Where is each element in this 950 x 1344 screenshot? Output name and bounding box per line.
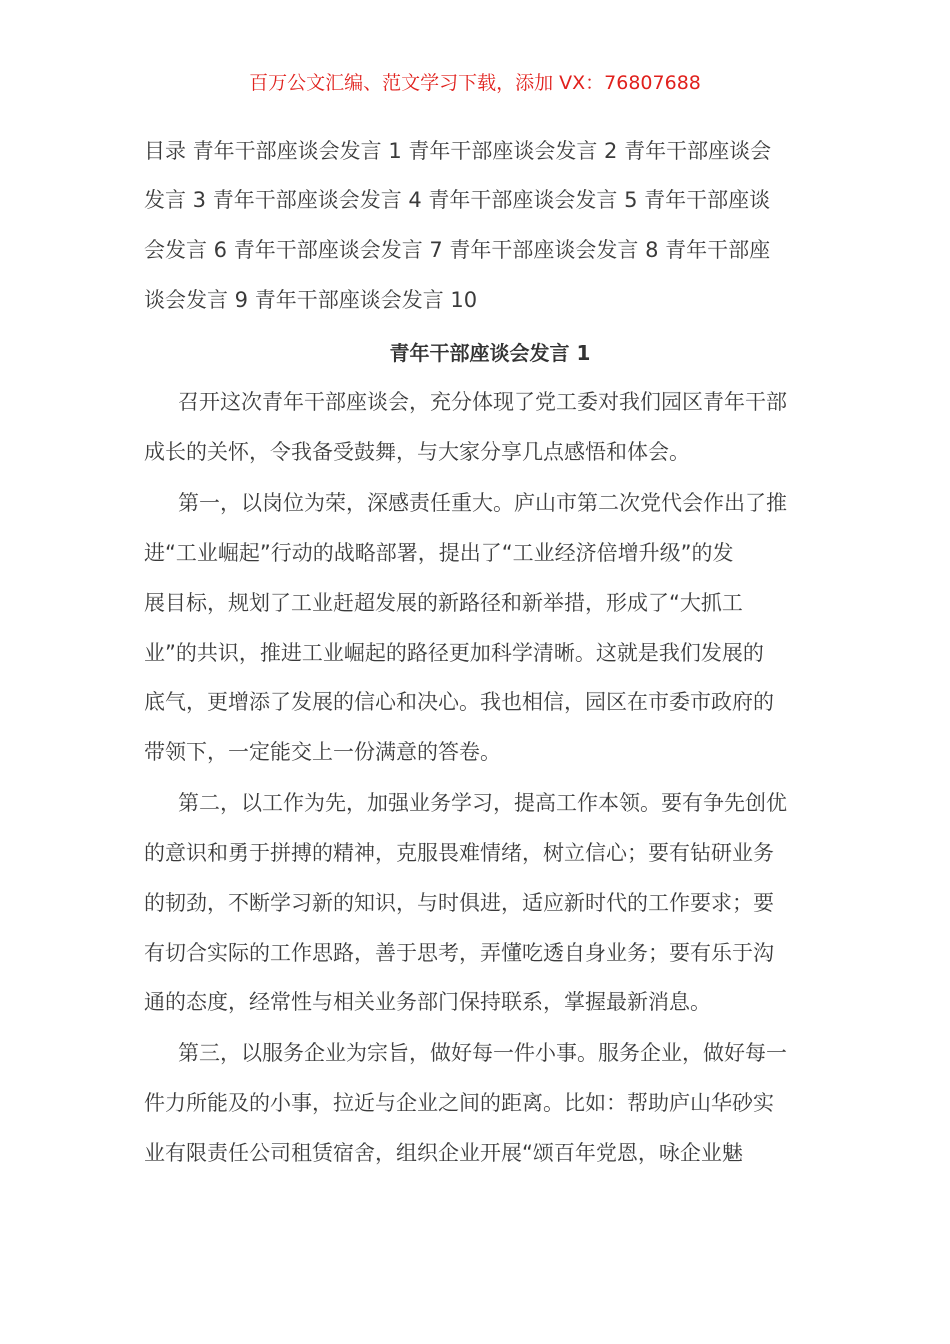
paragraph-line: 进“工业崛起”行动的战略部署，提出了“工业经济倍增升级”的发: [144, 541, 734, 565]
toc-line: 目录 青年干部座谈会发言 1 青年干部座谈会发言 2 青年干部座谈会: [144, 139, 772, 163]
watermark-header: 百万公文汇编、范文学习下载，添加 VX：76807688: [249, 72, 701, 94]
paragraph-line: 业”的共识，推进工业崛起的路径更加科学清晰。这就是我们发展的: [144, 641, 764, 665]
paragraph-line: 展目标，规划了工业赶超发展的新路径和新举措，形成了“大抓工: [144, 591, 743, 615]
paragraph-line: 的韧劲，不断学习新的知识，与时俱进，适应新时代的工作要求；要: [144, 891, 774, 915]
paragraph-line: 有切合实际的工作思路，善于思考，弄懂吃透自身业务；要有乐于沟: [144, 941, 774, 965]
paragraph-line: 的意识和勇于拼搏的精神，克服畏难情绪，树立信心；要有钻研业务: [144, 841, 774, 865]
paragraph-line: 底气，更增添了发展的信心和决心。我也相信，园区在市委市政府的: [144, 690, 774, 714]
paragraph-line: 业有限责任公司租赁宿舍，组织企业开展“颂百年党恩，咏企业魅: [144, 1141, 743, 1165]
toc-line: 谈会发言 9 青年干部座谈会发言 10: [144, 288, 478, 312]
paragraph-line: 召开这次青年干部座谈会，充分体现了党工委对我们园区青年干部: [178, 390, 787, 414]
section-title: 青年干部座谈会发言 1: [389, 341, 591, 365]
paragraph-line: 第一，以岗位为荣，深感责任重大。庐山市第二次党代会作出了推: [178, 491, 787, 515]
paragraph-line: 成长的关怀，令我备受鼓舞，与大家分享几点感悟和体会。: [144, 440, 690, 464]
paragraph-line: 第二，以工作为先，加强业务学习，提高工作本领。要有争先创优: [178, 791, 787, 815]
paragraph-line: 通的态度，经常性与相关业务部门保持联系，掌握最新消息。: [144, 990, 711, 1014]
toc-line: 发言 3 青年干部座谈会发言 4 青年干部座谈会发言 5 青年干部座谈: [144, 188, 771, 212]
paragraph-line: 件力所能及的小事，拉近与企业之间的距离。比如：帮助庐山华砂实: [144, 1091, 774, 1115]
toc-line: 会发言 6 青年干部座谈会发言 7 青年干部座谈会发言 8 青年干部座: [144, 238, 771, 262]
paragraph-line: 第三，以服务企业为宗旨，做好每一件小事。服务企业，做好每一: [178, 1041, 787, 1065]
paragraph-line: 带领下，一定能交上一份满意的答卷。: [144, 740, 501, 764]
